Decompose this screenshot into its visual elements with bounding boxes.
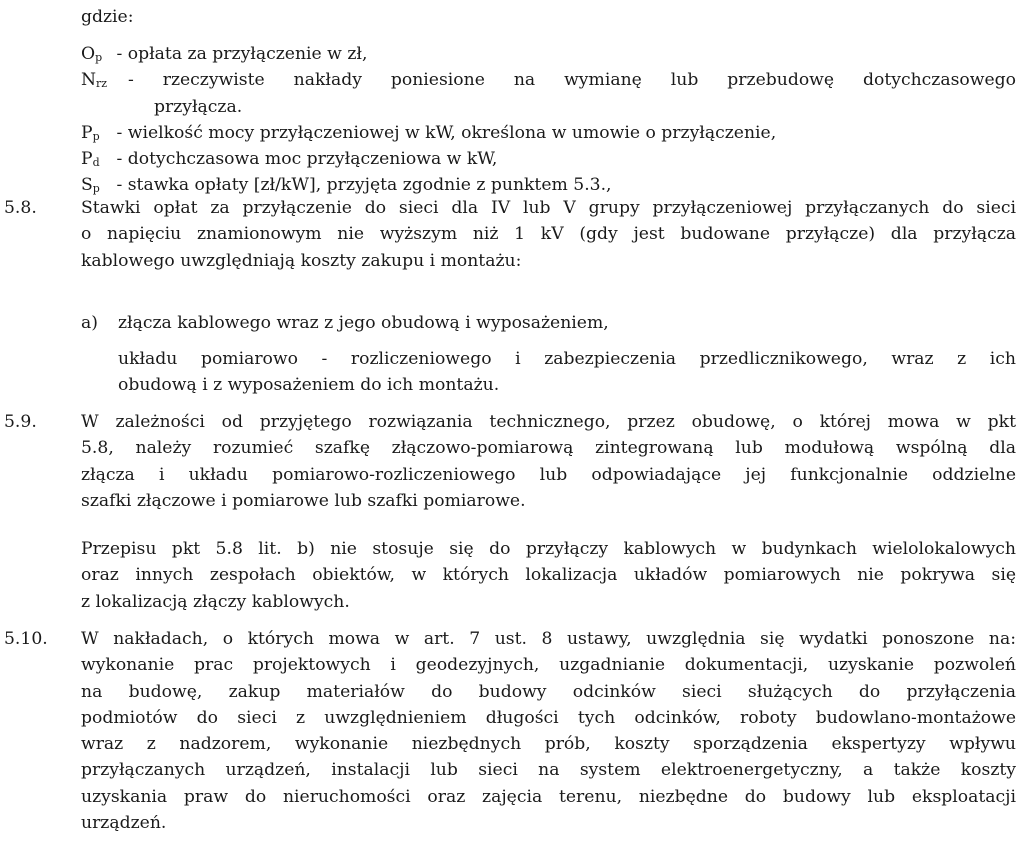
paragraph-line: uzyskania praw do nieruchomości oraz zajęcia terenu, niezbędne do budowy lub eksploatacji (81, 786, 1016, 807)
paragraph-line: kablowego uwzględniają koszty zakupu i montażu: (81, 250, 522, 271)
definition-text: - dotychczasowa moc przyłączeniowa w kW, (116, 149, 498, 170)
paragraph-line: W nakładach, o których mowa w art. 7 ust. 8 ustawy, uwzględnia się wydatki ponoszone na: (81, 629, 1016, 649)
definitions-list (81, 41, 1016, 199)
paragraph-line: na budowę, zakup materiałów do budowy odcinków sieci służących do przyłączenia (81, 681, 1016, 702)
definition-op (81, 41, 1016, 67)
paragraph-line: podmiotów do sieci z uwzględnieniem długości tych odcinków, roboty budowlano-montażowe (81, 707, 1016, 728)
definition-pp (81, 120, 1016, 146)
paragraph-line: W zależności od przyjętego rozwiązania technicznego, przez obudowę, o której mowa w pkt (81, 412, 1016, 432)
item-a-marker: a) (81, 313, 98, 333)
symbol: Pd (81, 149, 100, 170)
paragraph-line: Przepisu pkt 5.8 lit. b) nie stosuje się do przyłączy kablowych w budynkach wielolokalowych (81, 539, 1016, 559)
paragraph-line: Stawki opłat za przyłączenie do sieci dla IV lub V grupy przyłączeniowej przyłączanych do sieci (81, 198, 1016, 218)
paragraph-line: szafki złączowe i pomiarowe lub szafki pomiarowe. (81, 490, 526, 511)
definition-pd (81, 146, 1016, 172)
paragraph-line: o napięciu znamionowym nie wyższym niż 1 kV (gdy jest budowane przyłącze) dla przyłącza (81, 224, 1016, 245)
paragraph-line: oraz innych zespołach obiektów, w których lokalizacja układów pomiarowych nie pokrywa się (81, 565, 1016, 586)
definition-text: - wielkość mocy przyłączeniowej w kW, określona w umowie o przyłączenie, (116, 122, 777, 143)
item-b (118, 346, 1016, 399)
paragraph-line: złącza i układu pomiarowo-rozliczeniowego lub odpowiadające jej funkcjonalnie oddzielne (81, 464, 1016, 485)
section-number-5-9: 5.9. (4, 412, 37, 432)
paragraph-line: 5.8, należy rozumieć szafkę złączowo-pomiarową zintegrowaną lub modułową wspólną dla (81, 438, 1016, 459)
paragraph-line: obudową i z wyposażeniem do ich montażu. (118, 375, 500, 396)
symbol: Sp (81, 175, 100, 196)
paragraph-line: urządzeń. (81, 813, 167, 834)
section-number-5-8: 5.8. (4, 198, 37, 218)
paragraph-line: wraz z nadzorem, wykonanie niezbędnych prób, koszty sporządzenia ekspertyzy wpływu (81, 734, 1016, 755)
definition-text: - rzeczywiste nakłady poniesione na wymianę lub przebudowę dotychczasowego (127, 70, 1017, 91)
paragraph-line: przyłączanych urządzeń, instalacji lub sieci na system elektroenergetyczny, a także koszty (81, 760, 1016, 781)
paragraph-line: układu pomiarowo - rozliczeniowego i zabezpieczenia przedlicznikowego, wraz z ich (118, 349, 1016, 369)
definition-nrz (81, 67, 1016, 93)
symbol: Nrz (81, 70, 108, 91)
paragraph-line: wykonanie prac projektowych i geodezyjnych, uzgadnianie dokumentacji, uzyskanie pozwoleń (81, 655, 1016, 676)
section-number-5-10: 5.10. (4, 629, 48, 649)
intro-text: gdzie: (81, 7, 134, 27)
definition-nrz-cont: przyłącza. (154, 96, 243, 117)
section-5-8-body (81, 195, 1016, 274)
section-5-9-body (81, 409, 1016, 514)
paragraph-line: z lokalizacją złączy kablowych. (81, 591, 350, 612)
section-5-10-body (81, 626, 1016, 836)
section-5-9-para2 (81, 536, 1016, 615)
item-a-text: złącza kablowego wraz z jego obudową i wyposażeniem, (118, 313, 609, 333)
symbol: Op (81, 44, 103, 64)
symbol: Pp (81, 122, 100, 143)
definition-text: - opłata za przyłączenie w zł, (116, 44, 368, 64)
definition-text: - stawka opłaty [zł/kW], przyjęta zgodnie z punktem 5.3., (116, 175, 612, 196)
